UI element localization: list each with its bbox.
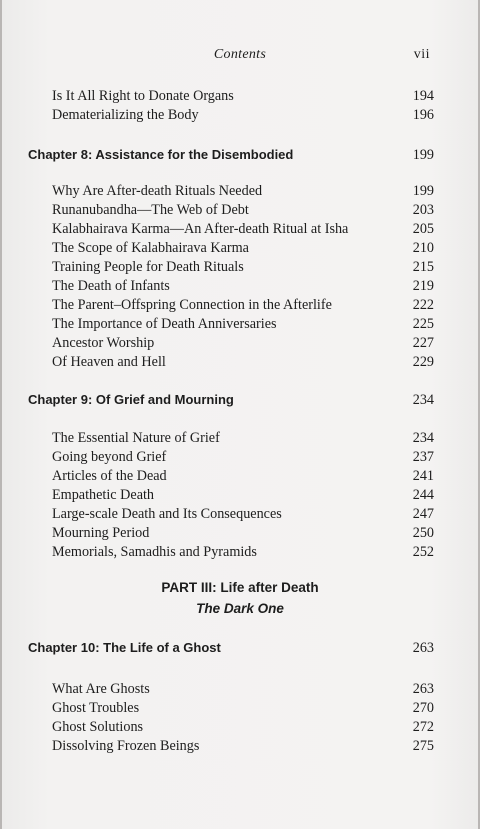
toc-entry-page: 222 (412, 297, 434, 313)
toc-entry-page: 241 (412, 468, 434, 484)
chapter-heading (2, 145, 478, 165)
toc-entry (2, 314, 478, 334)
toc-entry-title: Empathetic Death (52, 487, 155, 503)
toc-entry-title: Dematerializing the Body (52, 107, 199, 123)
toc-entry (2, 333, 478, 353)
chapter-title: Chapter 8: Assistance for the Disembodied (28, 147, 294, 162)
toc-entry-page: 196 (412, 107, 434, 123)
toc-entry-title: Ancestor Worship (52, 335, 155, 351)
toc-entry-title: Ghost Solutions (52, 719, 144, 735)
toc-entry-page: 203 (412, 202, 434, 218)
toc-entry (2, 504, 478, 524)
toc-entry (2, 698, 478, 718)
toc-entry-title: Memorials, Samadhis and Pyramids (52, 544, 257, 560)
toc-entry (2, 523, 478, 543)
toc-entry-title: Ghost Troubles (52, 700, 140, 716)
toc-entry (2, 679, 478, 699)
toc-entry (2, 257, 478, 277)
chapter-heading (2, 390, 478, 410)
toc-entry (2, 736, 478, 756)
toc-entry (2, 466, 478, 486)
toc-entry-title: Training People for Death Rituals (52, 259, 244, 275)
toc-entry-page: 199 (412, 183, 434, 199)
toc-entry (2, 428, 478, 448)
part-subtitle: The Dark One (196, 601, 284, 616)
toc-entry-title: The Importance of Death Anniversaries (52, 316, 277, 332)
chapter-heading (2, 638, 478, 658)
toc-entry (2, 295, 478, 315)
toc-entry-title: The Essential Nature of Grief (52, 430, 220, 446)
page-header (2, 47, 478, 67)
toc-entry (2, 86, 478, 106)
toc-entry-page: 219 (412, 278, 434, 294)
toc-entry-title: Articles of the Dead (52, 468, 167, 484)
toc-entry (2, 219, 478, 239)
toc-entry-page: 252 (412, 544, 434, 560)
toc-entry-page: 210 (412, 240, 434, 256)
toc-entry-title: Runanubandha—The Web of Debt (52, 202, 249, 218)
toc-entry-page: 270 (412, 700, 434, 716)
toc-entry-title: Of Heaven and Hell (52, 354, 166, 370)
toc-entry-page: 237 (412, 449, 434, 465)
toc-entry-title: Dissolving Frozen Beings (52, 738, 200, 754)
toc-entry-page: 205 (412, 221, 434, 237)
chapter-page: 234 (412, 392, 434, 408)
part-title: PART III: Life after Death (161, 580, 319, 595)
toc-entry-page: 225 (412, 316, 434, 332)
toc-entry-page: 250 (412, 525, 434, 541)
toc-entry (2, 352, 478, 372)
toc-entry-title: Mourning Period (52, 525, 150, 541)
book-page (2, 0, 478, 829)
toc-entry-page: 215 (412, 259, 434, 275)
chapter-title: Chapter 10: The Life of a Ghost (28, 640, 221, 655)
running-head: Contents (213, 47, 267, 62)
toc-entry-title: Why Are After-death Rituals Needed (52, 183, 263, 199)
toc-entry (2, 447, 478, 467)
toc-entry-page: 244 (412, 487, 434, 503)
toc-entry (2, 238, 478, 258)
toc-entry (2, 717, 478, 737)
toc-entry-page: 194 (412, 88, 434, 104)
toc-entry (2, 542, 478, 562)
toc-entry-title: The Death of Infants (52, 278, 170, 294)
toc-entry-page: 227 (412, 335, 434, 351)
toc-entry-page: 247 (412, 506, 434, 522)
toc-entry-page: 229 (412, 354, 434, 370)
toc-entry-title: The Scope of Kalabhairava Karma (52, 240, 249, 256)
toc-entry-title: The Parent–Offspring Connection in the Afterlife (52, 297, 332, 313)
chapter-title: Chapter 9: Of Grief and Mourning (28, 392, 234, 407)
chapter-page: 199 (412, 147, 434, 163)
toc-entry-page: 234 (412, 430, 434, 446)
toc-entry-title: Is It All Right to Donate Organs (52, 88, 234, 104)
toc-entry (2, 200, 478, 220)
toc-entry-page: 275 (412, 738, 434, 754)
toc-entry-title: Kalabhairava Karma—An After-death Ritual at Isha (52, 221, 349, 237)
toc-entry (2, 276, 478, 296)
toc-entry (2, 105, 478, 125)
toc-entry-page: 263 (412, 681, 434, 697)
chapter-page: 263 (412, 640, 434, 656)
toc-entry-page: 272 (412, 719, 434, 735)
toc-entry-title: What Are Ghosts (52, 681, 150, 697)
toc-entry-title: Large-scale Death and Its Consequences (52, 506, 282, 522)
toc-entry (2, 485, 478, 505)
page-number: vii (413, 47, 430, 62)
toc-entry-title: Going beyond Grief (52, 449, 167, 465)
toc-entry (2, 181, 478, 201)
